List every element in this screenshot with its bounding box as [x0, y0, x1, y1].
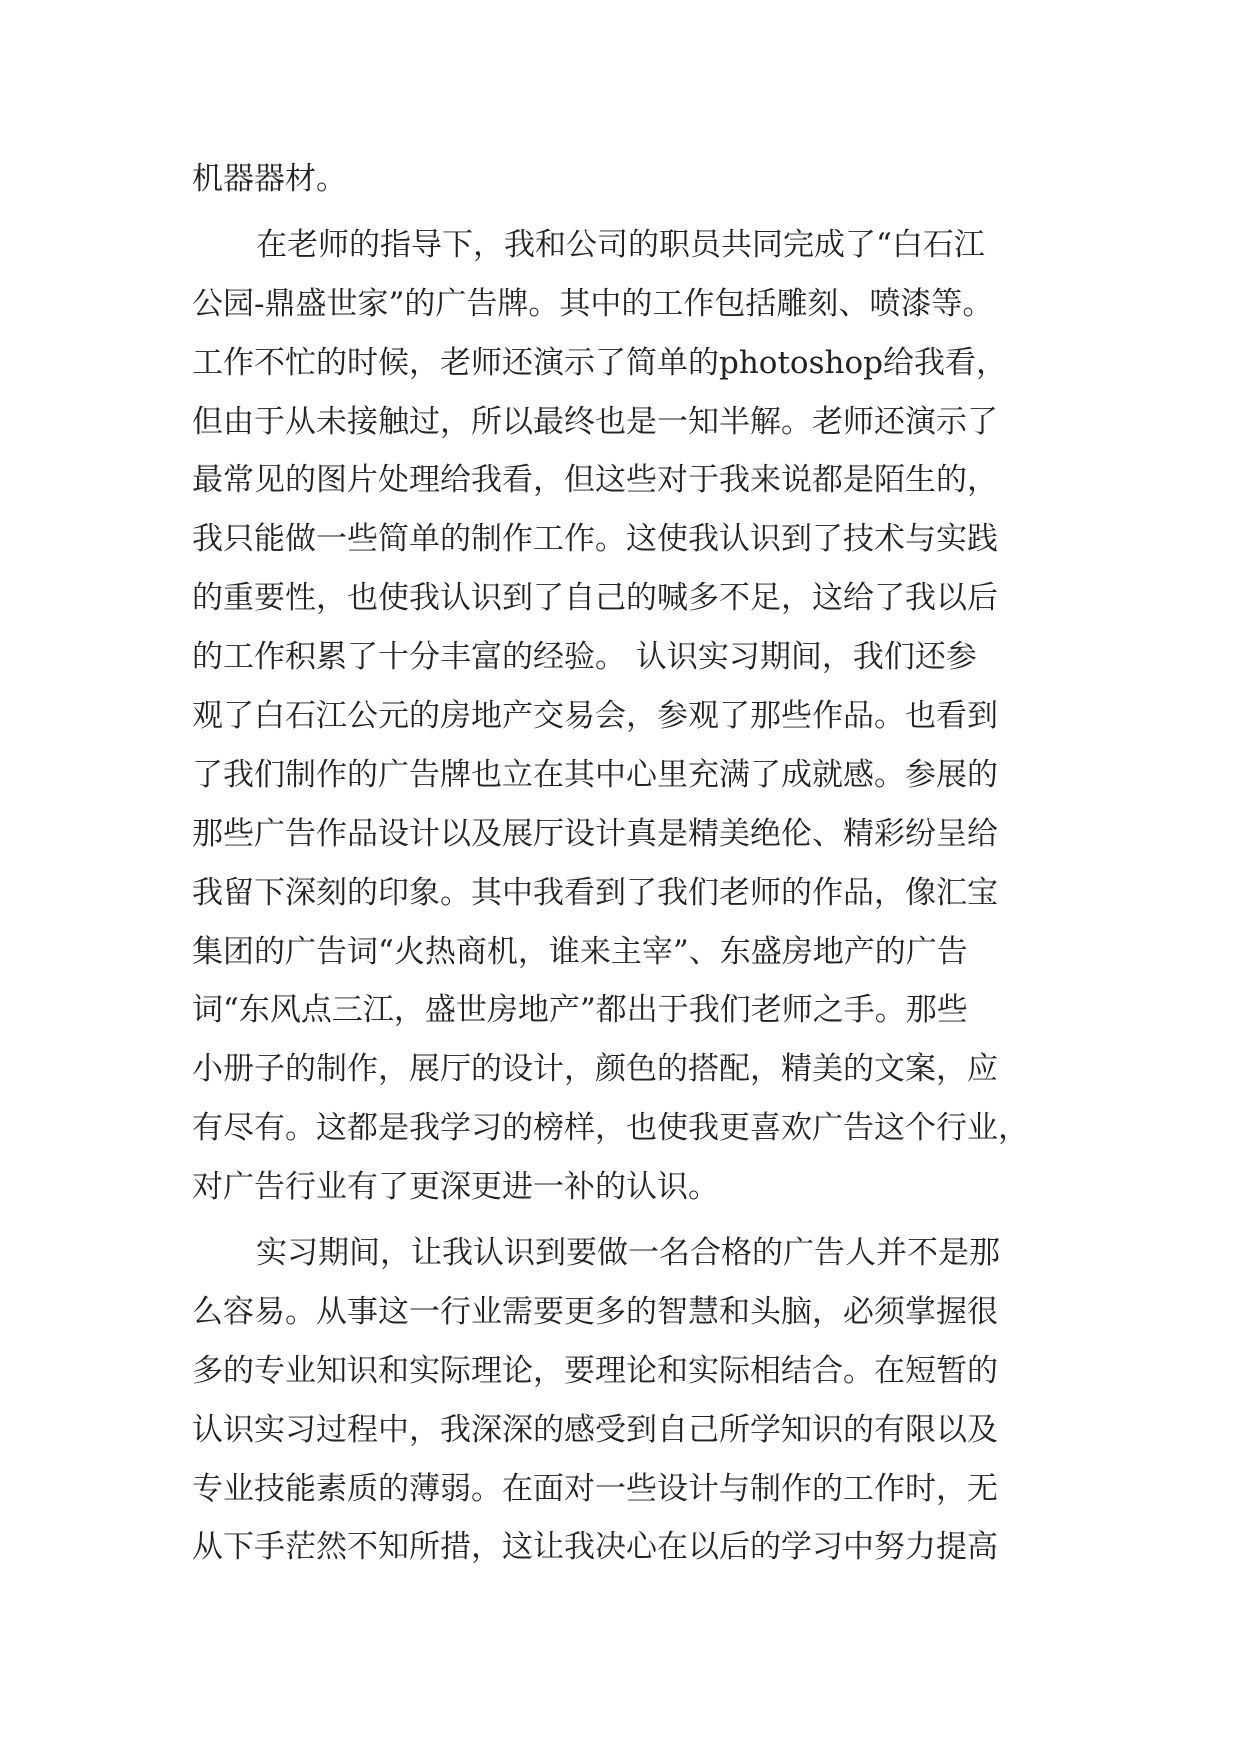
text-line: 小册子的制作，展厅的设计，颜色的搭配，精美的文案，应: [192, 1051, 998, 1088]
text-line: 了我们制作的广告牌也立在其中心里充满了成就感。参展的: [192, 756, 998, 793]
text-line: 认识实习过程中，我深深的感受到自己所学知识的有限以及: [192, 1411, 998, 1448]
text-line: 我只能做一些简单的制作工作。这使我认识到了技术与实践: [192, 521, 998, 558]
text-line: 公园-鼎盛世家”的广告牌。其中的工作包括雕刻、喷漆等。: [192, 285, 994, 322]
paragraph-first-line: 在老师的指导下，我和公司的职员共同完成了“白石江: [256, 226, 985, 263]
text-line: 最常见的图片处理给我看，但这些对于我来说都是陌生的，: [192, 462, 998, 499]
text-line: 从下手茫然不知所措，这让我决心在以后的学习中努力提高: [192, 1529, 998, 1566]
document-body: [192, 150, 1072, 1577]
text-line: 工作不忙的时候，老师还演示了简单的photoshop给我看，: [192, 344, 1007, 381]
text-line: 词“东风点三江，盛世房地产”都出于我们老师之手。那些: [192, 992, 968, 1029]
text-line: 我留下深刻的印象。其中我看到了我们老师的作品，像汇宝: [192, 874, 998, 911]
text-line: 专业技能素质的薄弱。在面对一些设计与制作的工作时，无: [192, 1470, 998, 1507]
text-line: 有尽有。这都是我学习的榜样，也使我更喜欢广告这个行业，: [192, 1110, 1029, 1147]
text-line: 对广告行业有了更深更进一补的认识。: [192, 1169, 719, 1206]
text-line: 多的专业知识和实际理论，要理论和实际相结合。在短暂的: [192, 1352, 998, 1389]
text-line: 那些广告作品设计以及展厅设计真是精美绝伦、精彩纷呈给: [192, 815, 998, 852]
text-line: 机器器材。: [192, 161, 347, 197]
text-line: 的重要性，也使我认识到了自己的喊多不足，这给了我以后: [192, 580, 998, 617]
text-line: 但由于从未接触过，所以最终也是一知半解。老师还演示了: [192, 403, 998, 440]
text-line: 的工作积累了十分丰富的经验。 认识实习期间，我们还参: [192, 639, 977, 676]
text-line: 观了白石江公元的房地产交易会，参观了那些作品。也看到: [192, 698, 998, 735]
paragraph-first-line: 实习期间，让我认识到要做一名合格的广告人并不是那: [256, 1235, 1000, 1272]
text-line: 么容易。从事这一行业需要更多的智慧和头脑，必须掌握很: [192, 1293, 998, 1330]
text-line: 集团的广告词“火热商机，谁来主宰”、东盛房地产的广告: [192, 933, 968, 970]
